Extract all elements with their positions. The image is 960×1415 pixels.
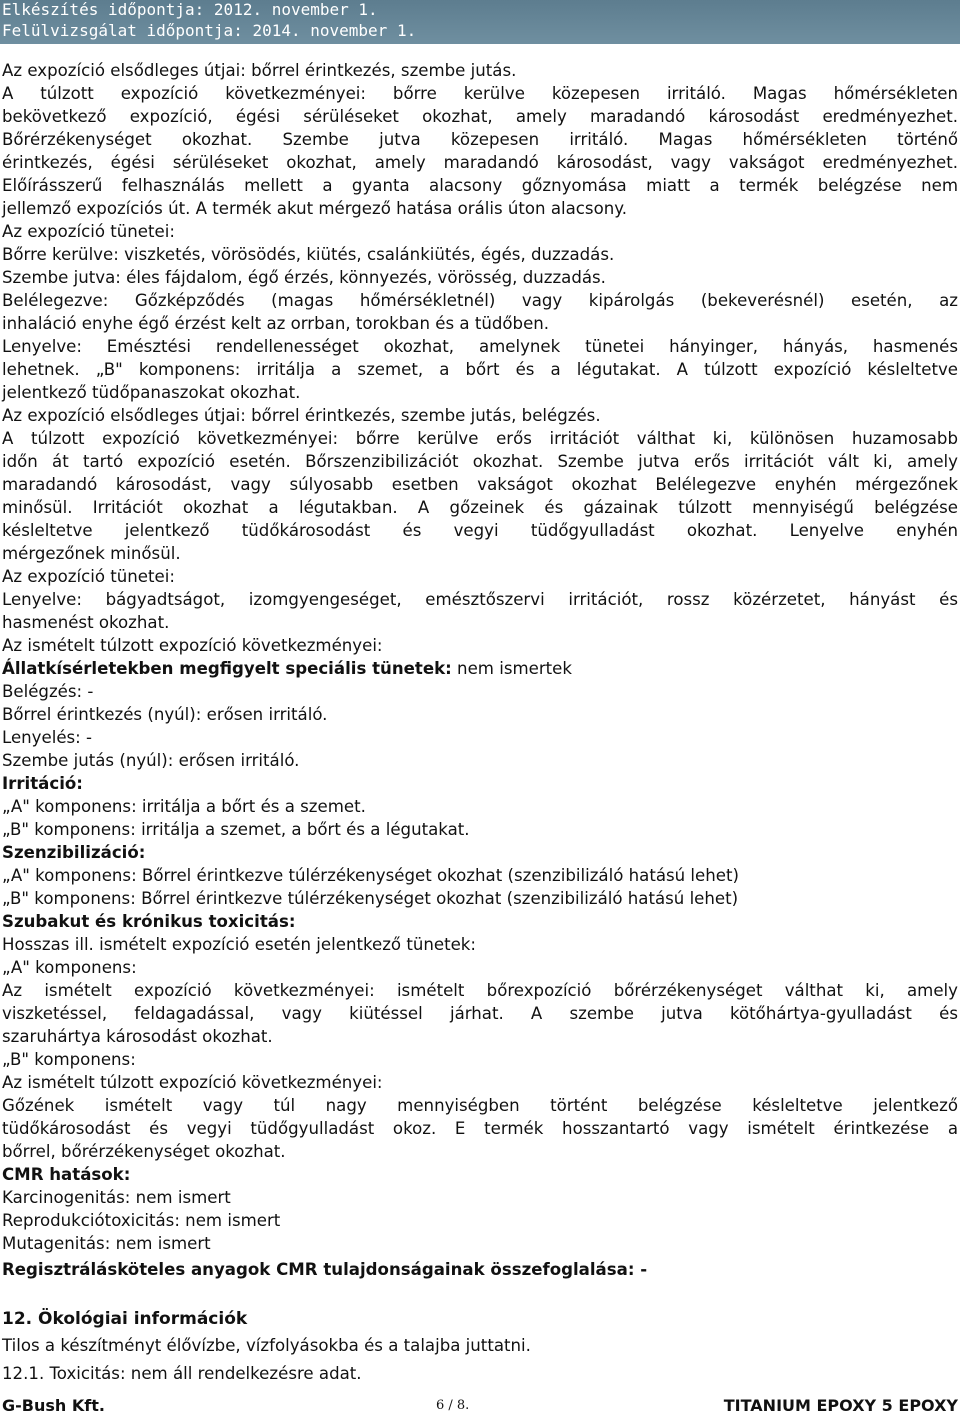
text-line: Előírásszerű felhasználás mellett a gyanta alacsony gőznyomása miatt a termék belégzése nem <box>2 176 958 195</box>
text-line: Szembe jutva: éles fájdalom, égő érzés, könnyezés, vörösség, duzzadás. <box>2 268 606 287</box>
text-line: lehetnek. „B" komponens: irritálja a szemet, a bőrt és a légutakat. A túlzott expozíció késleltetve <box>2 360 958 379</box>
text-line: bőrrel, bőrérzékenységet okozhat. <box>2 1142 286 1161</box>
text-line: Lenyelve: bágyadtságot, izomgyengeséget, emésztőszervi irritációt, rossz közérzetet, hányást és <box>2 590 958 609</box>
text-line: hasmenést okozhat. <box>2 613 170 632</box>
section-12-title: 12. Ökológiai információk <box>2 1309 248 1329</box>
chronic-toxicity-heading: Szubakut és krónikus toxicitás: <box>2 912 296 931</box>
text-line: jellemző expozíciós út. A termék akut mérgező hatása orális úton alacsony. <box>2 199 627 218</box>
text-line: Gőzének ismételt vagy túl nagy mennyiségben történt belégzése késleltetve jelentkező <box>2 1096 958 1115</box>
text-line: A túlzott expozíció következményei: bőrre kerülve közepesen irritáló. Magas hőmérsékleten <box>2 84 958 103</box>
section-12-text: Tilos a készítményt élővízbe, vízfolyásokba és a talajba juttatni. <box>2 1336 531 1355</box>
text-line: jelentkező tüdőpanaszokat okozhat. <box>2 383 301 402</box>
text-line: tüdőkárosodást és vegyi tüdőgyulladást okoz. E termék hosszantartó vagy ismételt érintkezése a <box>2 1119 958 1138</box>
text-line: Az expozíció elsődleges útjai: bőrrel érintkezés, szembe jutás, belégzés. <box>2 406 601 425</box>
text-line: Reprodukciótoxicitás: nem ismert <box>2 1211 281 1230</box>
text-line: „B" komponens: Bőrrel érintkezve túlérzékenységet okozhat (szenzibilizáló hatású lehet) <box>2 889 739 908</box>
text-line: „A" komponens: irritálja a bőrt és a szemet. <box>2 797 366 816</box>
text-line: Karcinogenitás: nem ismert <box>2 1188 231 1207</box>
irritation-heading: Irritáció: <box>2 774 83 793</box>
text-line: bekövetkező expozíció, égési sérüléseket okozhat, amely maradandó károsodást eredményezhet. <box>2 107 958 126</box>
text-line: Bőrrel érintkezés (nyúl): erősen irritáló. <box>2 705 328 724</box>
cmr-summary: Regisztrálásköteles anyagok CMR tulajdonságainak összefoglalása: - <box>2 1260 648 1279</box>
text-line: Szembe jutás (nyúl): erősen irritáló. <box>2 751 300 770</box>
text-line: Lenyelés: - <box>2 728 93 747</box>
text-line: maradandó károsodást, vagy súlyosabb esetben vakságot okozhat Belélegezve enyhén mérgezőnek <box>2 475 958 494</box>
text-line: viszketéssel, feldagadással, vagy kiütéssel járhat. A szembe jutva kötőhártya-gyulladást és <box>2 1004 958 1023</box>
text-line: Hosszas ill. ismételt expozíció esetén jelentkező tünetek: <box>2 935 476 954</box>
text-line: mérgezőnek minősül. <box>2 544 181 563</box>
text-line: Mutagenitás: nem ismert <box>2 1234 211 1253</box>
text-line: „B" komponens: <box>2 1050 136 1069</box>
text-line: Az ismételt túlzott expozíció következményei: <box>2 1073 383 1092</box>
sensitization-heading: Szenzibilizáció: <box>2 843 146 862</box>
text-line: Belélegezve: Gőzképződés (magas hőmérsékletnél) vagy kipárolgás (bekeverésnél) esetén, az <box>2 291 958 310</box>
text-line: késleltetve jelentkező tüdőkárosodást és vegyi tüdőgyulladást okozhat. Lenyelve enyhén <box>2 521 958 540</box>
revised-date: Felülvizsgálat időpontja: 2014. november 1. <box>2 21 417 40</box>
text-line: inhaláció enyhe égő érzést kelt az orrban, torokban és a tüdőben. <box>2 314 550 333</box>
created-date: Elkészítés időpontja: 2012. november 1. <box>2 0 378 19</box>
animal-tests-line <box>2 659 572 679</box>
page-number: 6 / 8. <box>436 1398 470 1413</box>
footer-product: TITANIUM EPOXY 5 EPOXY <box>723 1396 958 1415</box>
text-line: „A" komponens: Bőrrel érintkezve túlérzékenységet okozhat (szenzibilizáló hatású lehet) <box>2 866 739 885</box>
text-line: Bőrre kerülve: viszketés, vörösödés, kiütés, csalánkiütés, égés, duzzadás. <box>2 245 615 264</box>
text-line: A túlzott expozíció következményei: bőrre kerülve erős irritációt válthat ki, különösen huzamosabb <box>2 429 958 448</box>
animal-tests-value: nem ismertek <box>451 659 572 678</box>
section-12-1-toxicity: 12.1. Toxicitás: nem áll rendelkezésre adat. <box>2 1364 362 1383</box>
text-line: Az ismételt túlzott expozíció következményei: <box>2 636 383 655</box>
text-line: Az expozíció tünetei: <box>2 567 175 586</box>
text-line: Lenyelve: Emésztési rendellenességet okozhat, amelynek tünetei hányinger, hányás, hasmenés <box>2 337 958 356</box>
text-line: „B" komponens: irritálja a szemet, a bőrt és a légutakat. <box>2 820 470 839</box>
text-line: Bőrérzékenységet okozhat. Szembe jutva közepesen irritáló. Magas hőmérsékleten történő <box>2 130 958 149</box>
text-line: minősül. Irritációt okozhat a légutakban. A gőzeinek és gázainak túlzott mennyiségű belégzése <box>2 498 958 517</box>
text-line: „A" komponens: <box>2 958 137 977</box>
animal-tests-heading: Állatkísérletekben megfigyelt speciális tünetek: <box>2 659 452 678</box>
text-line: Belégzés: - <box>2 682 94 701</box>
text-line: Az expozíció tünetei: <box>2 222 175 241</box>
text-line: szaruhártya károsodást okozhat. <box>2 1027 273 1046</box>
cmr-heading: CMR hatások: <box>2 1165 131 1184</box>
text-line: időn át tartó expozíció esetén. Bőrszenzibilizációt okozhat. Szembe jutva erős irritációt vált ki, amely <box>2 452 958 471</box>
text-line: érintkezés, égési sérüléseket okozhat, amely maradandó károsodást, vagy vakságot eredményezhet. <box>2 153 958 172</box>
page-header <box>0 0 960 44</box>
footer-company: G-Bush Kft. <box>2 1396 105 1415</box>
text-line: Az expozíció elsődleges útjai: bőrrel érintkezés, szembe jutás. <box>2 61 517 80</box>
text-line: Az ismételt expozíció következményei: ismételt bőrexpozíció bőrérzékenységet válthat ki, amely <box>2 981 958 1000</box>
